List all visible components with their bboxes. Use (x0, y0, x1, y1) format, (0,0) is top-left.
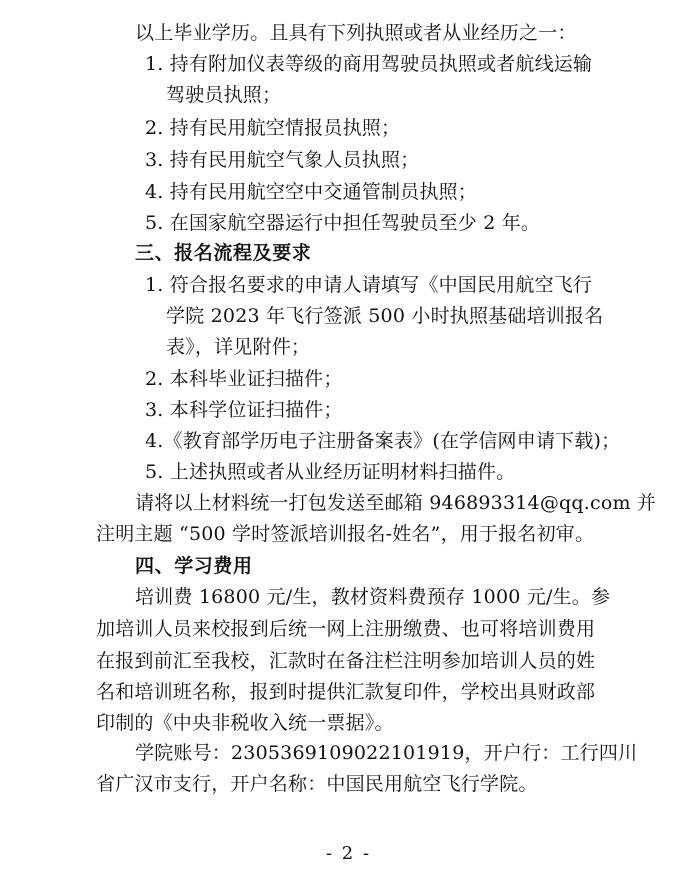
paragraph-line (0, 16, 697, 50)
paragraph-line (0, 675, 697, 709)
list-item-continuation (0, 78, 697, 112)
list-item-continuation (0, 299, 697, 333)
list-item (0, 175, 697, 209)
list-item (0, 455, 697, 489)
paragraph-text: 在报到前汇至我校，汇款时在备注栏注明参加培训人员的姓 (96, 650, 596, 672)
list-item-text: 4. 持有民用航空空中交通管制员执照； (145, 181, 477, 203)
page-number: - 2 - (325, 843, 372, 864)
list-item-text: 2. 本科毕业证扫描件； (145, 368, 343, 390)
paragraph-text: 以上毕业学历。且具有下列执照或者从业经历之一： (135, 22, 577, 44)
section-heading-text: 四、学习费用 (135, 555, 253, 577)
list-item-text: 表》，详见附件； (166, 336, 311, 358)
section-heading-text: 三、报名流程及要求 (135, 242, 312, 264)
section-heading (0, 549, 697, 583)
list-item-text: 驾驶员执照； (166, 84, 282, 106)
list-item-text: 2. 持有民用航空情报员执照； (145, 117, 401, 139)
paragraph-text: 注明主题 “500 学时签派培训报名-姓名”，用于报名初审。 (96, 523, 595, 545)
paragraph-text: 名和培训班名称，报到时提供汇款复印件，学校出具财政部 (96, 681, 596, 703)
list-item (0, 362, 697, 396)
list-item-text: 1. 符合报名要求的申请人请填写《中国民用航空飞行 (145, 274, 593, 296)
list-item (0, 206, 697, 240)
list-item-text: 4.《教育部学历电子注册备案表》(在学信网申请下载)； (145, 430, 621, 452)
paragraph-text: 培训费 16800 元/生，教材资料费预存 1000 元/生。参 (135, 586, 611, 608)
paragraph-text: 请将以上材料统一打包发送至邮箱 946893314@qq.com 并 (135, 492, 657, 514)
paragraph-line (0, 736, 697, 770)
paragraph-text: 学院账号：2305369109022101919，开户行：工行四川 (135, 742, 638, 764)
list-item (0, 143, 697, 177)
paragraph-text: 省广汉市支行，开户名称：中国民用航空飞行学院。 (96, 773, 538, 795)
list-item-text: 3. 本科学位证扫描件； (145, 399, 343, 421)
list-item (0, 393, 697, 427)
paragraph-text: 印制的《中央非税收入统一票据》。 (96, 712, 394, 734)
list-item (0, 47, 697, 81)
list-item (0, 268, 697, 302)
list-item-continuation (0, 330, 697, 364)
list-item-text: 5. 在国家航空器运行中担任驾驶员至少 2 年。 (145, 212, 541, 234)
paragraph-line (0, 580, 697, 614)
list-item (0, 424, 697, 458)
list-item (0, 111, 697, 145)
paragraph-text: 加培训人员来校报到后统一网上注册缴费、也可将培训费用 (96, 618, 596, 640)
paragraph-line (0, 612, 697, 646)
list-item-text: 3. 持有民用航空气象人员执照； (145, 149, 420, 171)
paragraph-line (0, 486, 697, 520)
paragraph-line (0, 767, 697, 801)
list-item-text: 1. 持有附加仪表等级的商用驾驶员执照或者航线运输 (145, 53, 593, 75)
list-item-text: 5. 上述执照或者从业经历证明材料扫描件。 (145, 461, 516, 483)
paragraph-line (0, 706, 697, 740)
section-heading (0, 236, 697, 270)
paragraph-line (0, 517, 697, 551)
list-item-text: 学院 2023 年飞行签派 500 小时执照基础培训报名 (166, 305, 604, 327)
paragraph-line (0, 644, 697, 678)
